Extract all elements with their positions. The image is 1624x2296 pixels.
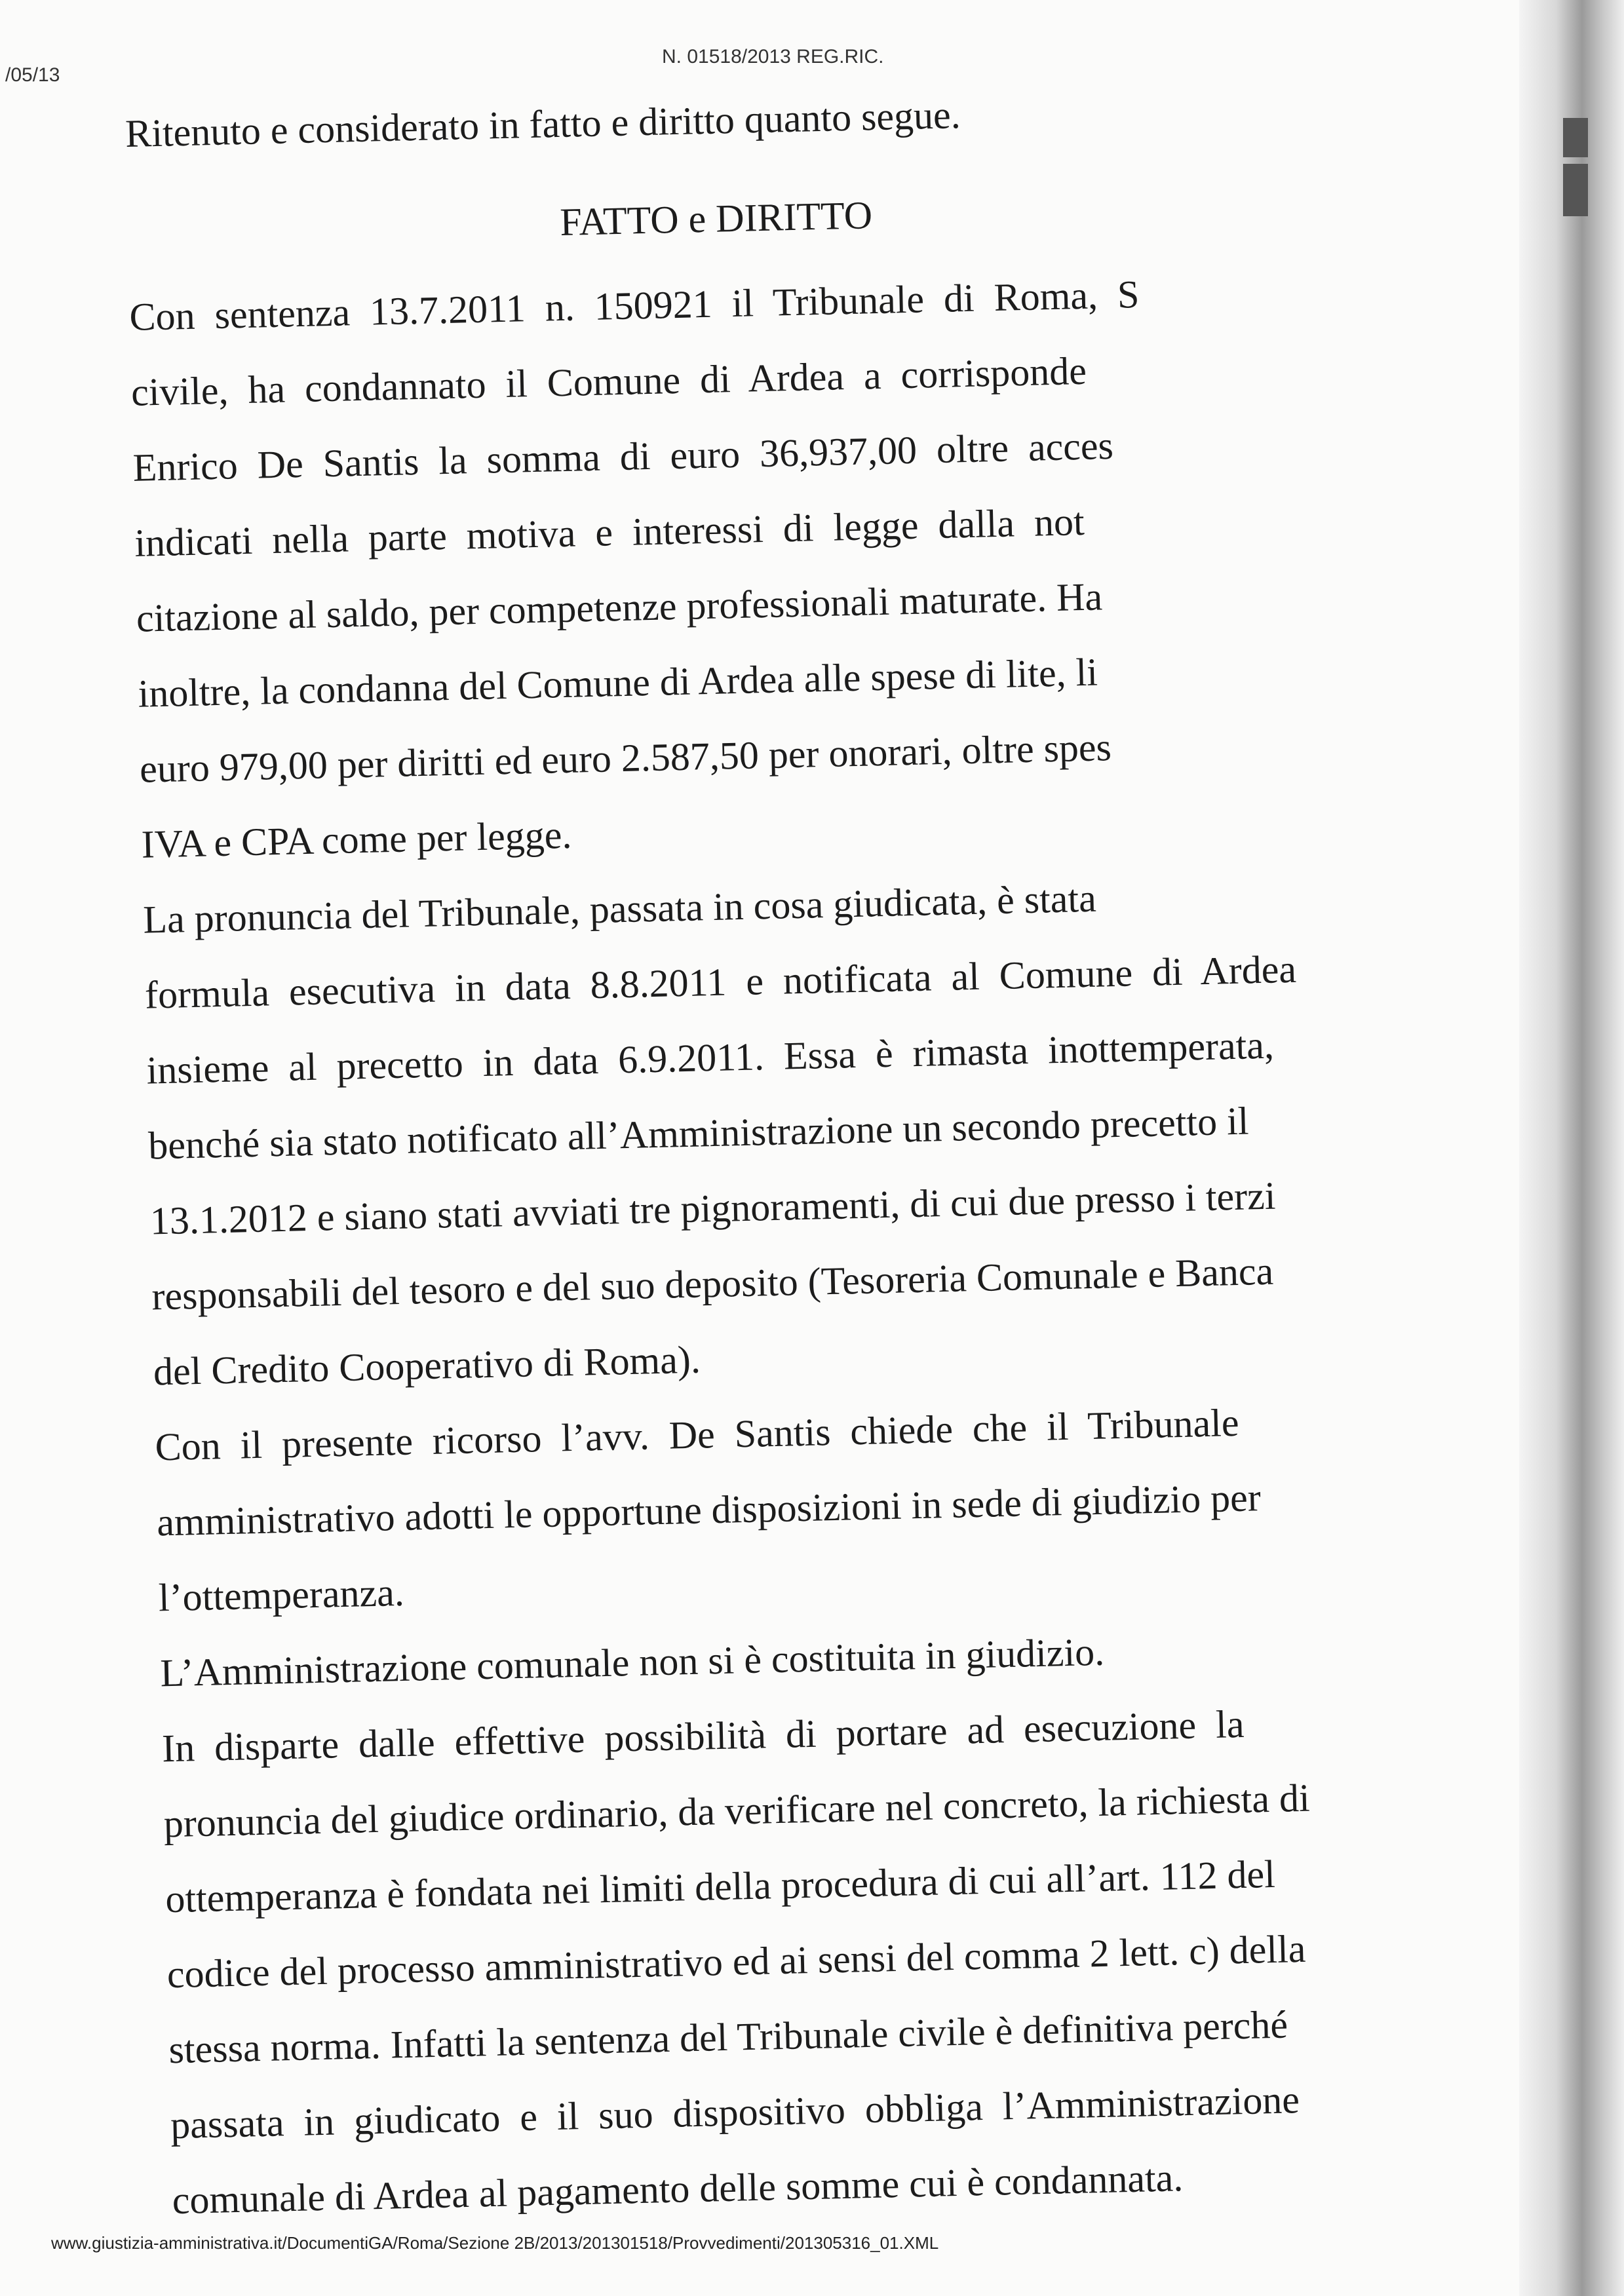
body-line: 13.1.2012 e siano stati avviati tre pignoramenti, di cui due presso i terzi — [149, 1174, 1277, 1243]
body-line: benché sia stato notificato all’Amministrazione un secondo precetto il — [147, 1099, 1250, 1168]
scan-edge-mark — [1563, 118, 1588, 157]
scan-edge-mark — [1563, 164, 1588, 216]
body-line: inoltre, la condanna del Comune di Ardea alle spese di lite, li — [137, 650, 1098, 716]
body-line: ottemperanza è fondata nei limiti della procedura di cui all’art. 112 del — [164, 1852, 1276, 1921]
footer-url: www.giustizia-amministrativa.it/DocumentiGA/Roma/Sezione 2B/2013/201301518/Provvedimenti/201305316_01.XML — [51, 2233, 939, 2253]
body-line: civile, ha condannato il Comune di Ardea a corrisponde — [130, 349, 1087, 414]
document-body — [125, 69, 1402, 2223]
body-line: formula esecutiva in data 8.8.2011 e notificata al Comune di Ardea — [144, 947, 1297, 1017]
body-line: insieme al precetto in data 6.9.2011. Essa è rimasta inottemperata, — [145, 1023, 1275, 1092]
intro-line: Ritenuto e considerato in fatto e diritto quanto segue. — [125, 93, 961, 155]
body-line: L’Amministrazione comunale non si è costituita in giudizio. — [159, 1630, 1105, 1695]
body-line: euro 979,00 per diritti ed euro 2.587,50 per onorari, oltre spes — [139, 725, 1112, 791]
body-line: responsabili del tesoro e del suo deposito (Tesoreria Comunale e Banca — [151, 1249, 1274, 1318]
header-date-fragment: /05/13 — [5, 64, 60, 86]
body-line: Enrico De Santis la somma di euro 36,937,00 oltre acces — [132, 423, 1114, 489]
body-line: del Credito Cooperativo di Roma). — [153, 1337, 701, 1394]
body-line: stessa norma. Infatti la sentenza del Tribunale civile è definitiva perché — [168, 2002, 1288, 2072]
body-line: comunale di Ardea al pagamento delle somme cui è condannata. — [172, 2156, 1184, 2223]
body-line: La pronuncia del Tribunale, passata in cosa giudicata, è stata — [142, 876, 1097, 942]
body-line: Con sentenza 13.7.2011 n. 150921 il Tribunale di Roma, S — [128, 272, 1140, 339]
body-line: In disparte dalle effettive possibilità di portare ad esecuzione la — [161, 1702, 1245, 1770]
body-line: citazione al saldo, per competenze professionali maturate. Ha — [136, 575, 1103, 640]
body-line: pronuncia del giudice ordinario, da verificare nel concreto, la richiesta di — [163, 1776, 1311, 1846]
body-line: Con il presente ricorso l’avv. De Santis chiede che il Tribunale — [154, 1400, 1240, 1469]
header-reg-number: N. 01518/2013 REG.RIC. — [662, 46, 884, 67]
body-line: amministrativo adotti le opportune disposizioni in sede di giudizio per — [156, 1476, 1262, 1544]
section-title: FATTO e DIRITTO — [559, 193, 873, 244]
body-line: passata in giudicato e il suo dispositivo obbliga l’Amministrazione — [170, 2078, 1300, 2147]
body-line: indicati nella parte motiva e interessi di legge dalla not — [134, 499, 1085, 565]
body-line: codice del processo amministrativo ed ai sensi del comma 2 lett. c) della — [166, 1926, 1307, 1997]
body-line: l’ottemperanza. — [158, 1570, 405, 1620]
body-line: IVA e CPA come per legge. — [141, 813, 573, 866]
page-edge-shadow — [1519, 0, 1624, 2296]
